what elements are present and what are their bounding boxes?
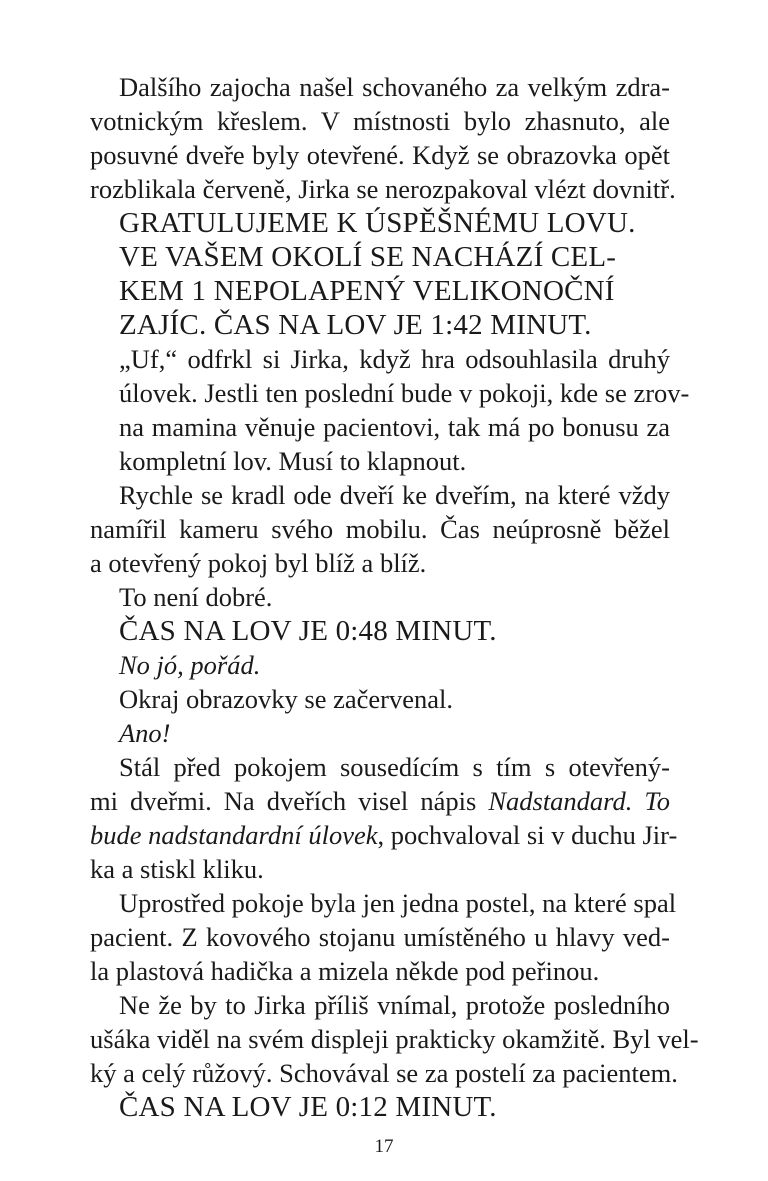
paragraph-line: na mamina věnuje pacientovi, tak má po bonusu za	[119, 412, 670, 442]
game-message-line: ČAS NA LOV JE 0:48 MINUT.	[119, 615, 497, 647]
game-message-line: ZAJÍC. ČAS NA LOV JE 1:42 MINUT.	[119, 309, 592, 341]
paragraph-line: a otevřený pokoj byl blíž a blíž.	[90, 548, 427, 578]
paragraph-line: la plastová hadička a mizela někde pod peřinou.	[90, 956, 600, 986]
paragraph-line	[90, 818, 678, 852]
page-body	[90, 70, 699, 1124]
paragraph-line: namířil kameru svého mobilu. Čas neúprosně běžel	[90, 514, 670, 544]
paragraph-line: Dalšího zajocha našel schovaného za velkým zdra-	[119, 72, 670, 102]
paragraph-line: rozblikala červeně, Jirka se nerozpakoval vlézt dovnitř.	[90, 174, 676, 204]
paragraph-line: ušáka viděl na svém displeji prakticky okamžitě. Byl vel-	[90, 1024, 699, 1054]
paragraph-line: posuvné dveře byly otevřené. Když se obrazovka opět	[90, 140, 670, 170]
paragraph-line: votnickým křeslem. V místnosti bylo zhasnuto, ale	[90, 106, 670, 136]
game-message-line: ČAS NA LOV JE 0:12 MINUT.	[119, 1091, 497, 1123]
paragraph-line: To není dobré.	[119, 582, 273, 612]
paragraph-line	[90, 784, 670, 818]
line-text: mi dveřmi. Na dveřích visel nápis	[90, 786, 489, 816]
game-message-line: KEM 1 NEPOLAPENÝ VELIKONOČNÍ	[119, 275, 615, 307]
paragraph-line: úlovek. Jestli ten poslední bude v pokoji, kde se zrov-	[119, 378, 690, 408]
sign-text: Nadstandard. To	[488, 786, 670, 816]
paragraph-line: pacient. Z kovového stojanu umístěného u hlavy ved-	[90, 922, 670, 952]
line-text: , pochvaloval si v duchu Jir-	[377, 820, 678, 850]
page-number: 17	[374, 1136, 394, 1157]
paragraph-line: kompletní lov. Musí to klapnout.	[119, 446, 467, 476]
game-message-line: VE VAŠEM OKOLÍ SE NACHÁZÍ CEL-	[119, 241, 617, 273]
paragraph-line: Okraj obrazovky se začervenal.	[119, 684, 454, 714]
paragraph-line: Uprostřed pokoje byla jen jedna postel, na které spal	[119, 888, 677, 918]
paragraph-line: „Uf,“ odfrkl si Jirka, když hra odsouhlasila druhý	[119, 344, 670, 374]
thought-line: Ano!	[119, 718, 171, 748]
paragraph-line: Rychle se kradl ode dveří ke dveřím, na které vždy	[119, 480, 670, 510]
thought-line: No jó, pořád.	[119, 650, 261, 680]
paragraph-line: ký a celý růžový. Schovával se za postelí za pacientem.	[90, 1058, 678, 1088]
paragraph-line: Stál před pokojem sousedícím s tím s otevřený-	[119, 752, 670, 782]
game-message-line: GRATULUJEME K ÚSPĚŠNÉMU LOVU.	[119, 207, 636, 239]
paragraph-line: Ne že by to Jirka příliš vnímal, protože posledního	[119, 990, 670, 1020]
italic-text: bude nadstandardní úlovek	[90, 820, 378, 850]
paragraph-line: ka a stiskl kliku.	[90, 854, 264, 884]
